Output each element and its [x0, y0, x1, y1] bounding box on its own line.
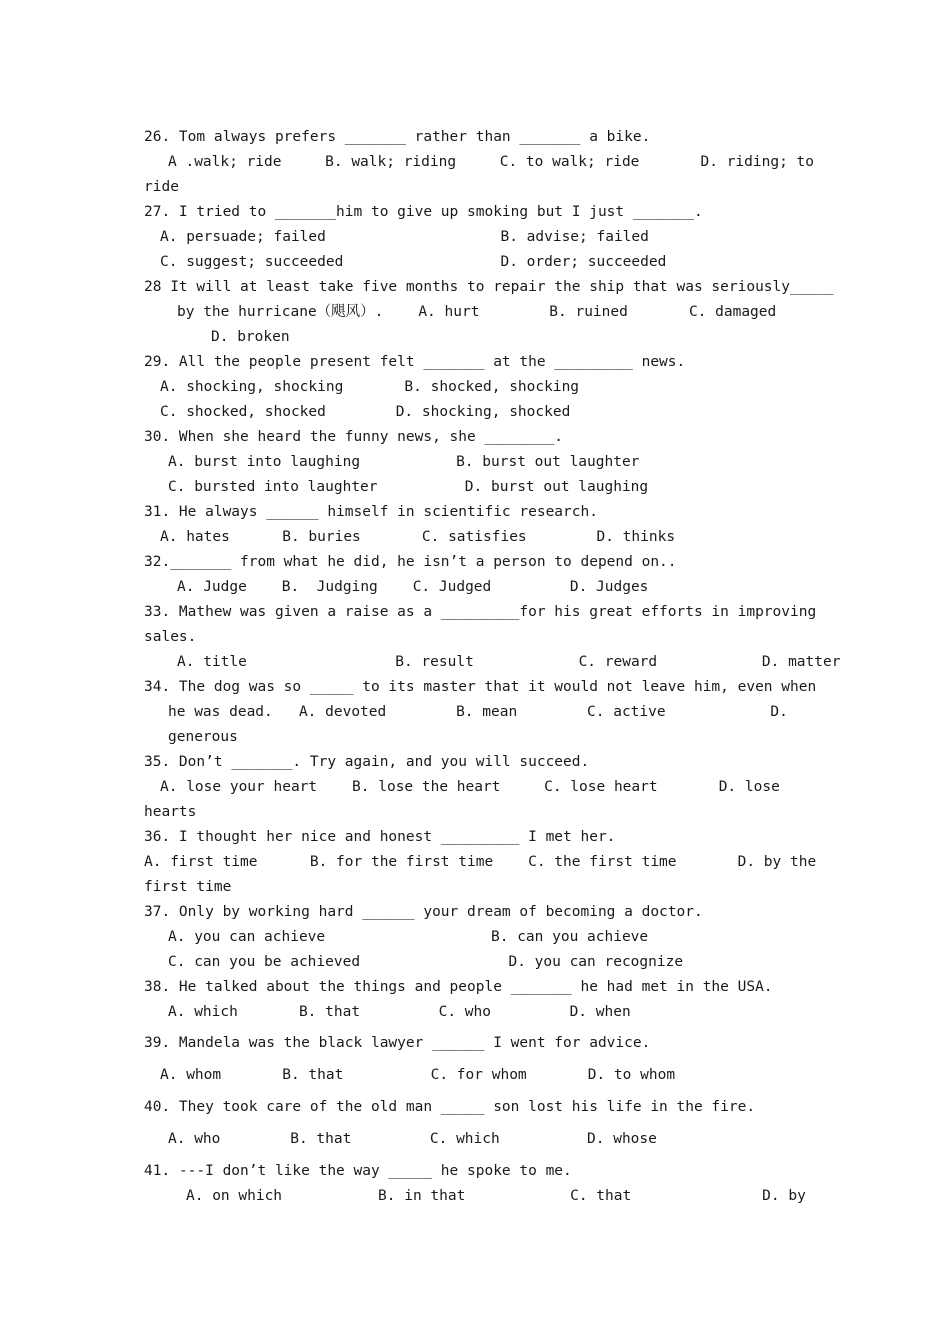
question-31: 31. He always ______ himself in scientific research. [144, 504, 598, 520]
question-38: 38. He talked about the things and people _______ he had met in the USA. [144, 979, 773, 995]
q36-options-cont: first time [144, 879, 232, 895]
question-27: 27. I tried to _______him to give up smoking but I just _______. [144, 204, 703, 220]
q27-options-cd: C. suggest; succeeded D. order; succeeded [160, 254, 667, 270]
q28-option-d: D. broken [211, 329, 290, 345]
question-35: 35. Don’t _______. Try again, and you will succeed. [144, 754, 590, 770]
q38-options: A. which B. that C. who D. when [168, 1004, 631, 1020]
question-41: 41. ---I don’t like the way _____ he spoke to me. [144, 1163, 572, 1179]
question-34: 34. The dog was so _____ to its master that it would not leave him, even when [144, 679, 817, 695]
q30-options-ab: A. burst into laughing B. burst out laughter [168, 454, 640, 470]
q41-options: A. on which B. in that C. that D. by [186, 1188, 806, 1204]
question-39: 39. Mandela was the black lawyer ______ I went for advice. [144, 1035, 651, 1051]
question-28: 28 It will at least take five months to repair the ship that was seriously_____ [144, 279, 834, 295]
question-33-cont: sales. [144, 629, 197, 645]
q31-options: A. hates B. buries C. satisfies D. thinks [160, 529, 676, 545]
q35-options-cont: hearts [144, 804, 197, 820]
q35-options: A. lose your heart B. lose the heart C. lose heart D. lose [160, 779, 780, 795]
question-34-cont: he was dead. A. devoted B. mean C. active D. [168, 704, 788, 720]
question-28-cont: by the hurricane（飓风）. A. hurt B. ruined C. damaged [177, 304, 777, 320]
question-37: 37. Only by working hard ______ your dream of becoming a doctor. [144, 904, 703, 920]
question-36: 36. I thought her nice and honest _________ I met her. [144, 829, 616, 845]
q37-options-cd: C. can you be achieved D. you can recognize [168, 954, 684, 970]
question-26: 26. Tom always prefers _______ rather than _______ a bike. [144, 129, 651, 145]
q33-options: A. title B. result C. reward D. matter [177, 654, 841, 670]
q27-options-ab: A. persuade; failed B. advise; failed [160, 229, 649, 245]
q26-options: A .walk; ride B. walk; riding C. to walk; ride D. riding; to [168, 154, 815, 170]
q36-options: A. first time B. for the first time C. the first time D. by the [144, 854, 817, 870]
q40-options: A. who B. that C. which D. whose [168, 1131, 657, 1147]
question-29: 29. All the people present felt _______ at the _________ news. [144, 354, 686, 370]
q37-options-ab: A. you can achieve B. can you achieve [168, 929, 649, 945]
question-32: 32._______ from what he did, he isn’t a person to depend on.. [144, 554, 677, 570]
question-33: 33. Mathew was given a raise as a _________for his great efforts in improving [144, 604, 817, 620]
q34-option-d: generous [168, 729, 238, 745]
q29-options-ab: A. shocking, shocking B. shocked, shocking [160, 379, 580, 395]
question-30: 30. When she heard the funny news, she ________. [144, 429, 564, 445]
q29-options-cd: C. shocked, shocked D. shocking, shocked [160, 404, 571, 420]
q26-options-cont: ride [144, 179, 179, 195]
question-40: 40. They took care of the old man _____ son lost his life in the fire. [144, 1099, 756, 1115]
q39-options: A. whom B. that C. for whom D. to whom [160, 1067, 676, 1083]
q30-options-cd: C. bursted into laughter D. burst out laughing [168, 479, 649, 495]
q32-options: A. Judge B. Judging C. Judged D. Judges [177, 579, 649, 595]
